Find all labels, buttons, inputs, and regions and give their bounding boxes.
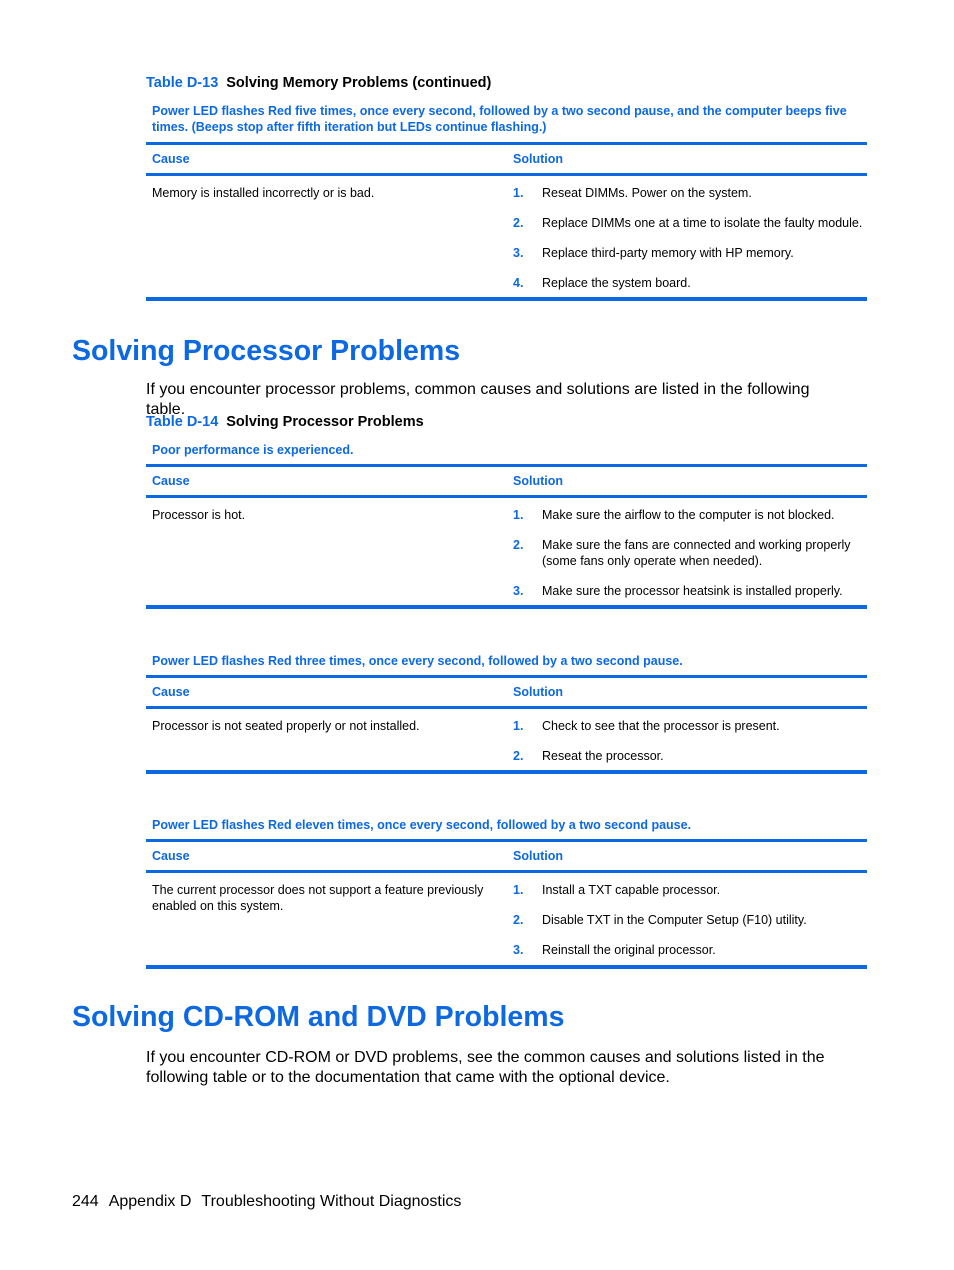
step-text: Make sure the processor heatsink is installed properly. bbox=[542, 584, 843, 598]
step-number: 2. bbox=[513, 216, 524, 230]
step-text: Reseat DIMMs. Power on the system. bbox=[542, 186, 752, 200]
step-number: 3. bbox=[513, 584, 524, 598]
step-number: 1. bbox=[513, 719, 524, 733]
step-text: Replace the system board. bbox=[542, 276, 691, 290]
table-d14-block-1 bbox=[146, 442, 867, 609]
section-intro-cdrom: If you encounter CD-ROM or DVD problems, see the common causes and solutions listed in the following table or to the documentation that came with the optional device. bbox=[146, 1049, 825, 1086]
col-solution-header: Solution bbox=[513, 849, 563, 863]
step-text: Replace third-party memory with HP memory. bbox=[542, 246, 794, 260]
solution-step bbox=[513, 215, 863, 231]
section-intro-processor: If you encounter processor problems, common causes and solutions are listed in the following table. bbox=[146, 381, 810, 418]
appendix-label: Appendix D bbox=[108, 1193, 192, 1210]
cause-cell: Processor is not seated properly or not installed. bbox=[152, 719, 420, 733]
page-number: 244 bbox=[72, 1193, 99, 1210]
col-solution-header: Solution bbox=[513, 152, 563, 166]
solution-list bbox=[513, 718, 863, 778]
col-solution-header: Solution bbox=[513, 474, 563, 488]
table-number: Table D-14 bbox=[146, 414, 219, 430]
step-number: 2. bbox=[513, 538, 524, 552]
table-header bbox=[146, 839, 867, 873]
table-caption bbox=[146, 75, 491, 91]
table-row bbox=[146, 498, 867, 609]
step-number: 1. bbox=[513, 883, 524, 897]
col-cause-header: Cause bbox=[152, 685, 190, 699]
table-row bbox=[146, 709, 867, 774]
table-condition: Poor performance is experienced. bbox=[152, 443, 354, 457]
table-row bbox=[146, 176, 867, 301]
solution-step bbox=[513, 882, 863, 898]
page-footer bbox=[72, 1193, 471, 1211]
solution-step bbox=[513, 537, 863, 569]
table-header bbox=[146, 142, 867, 176]
step-text: Replace DIMMs one at a time to isolate the faulty module. bbox=[542, 216, 863, 230]
cause-cell: Processor is hot. bbox=[152, 508, 246, 522]
solution-step bbox=[513, 185, 863, 201]
table-number: Table D-13 bbox=[146, 75, 219, 91]
solution-step bbox=[513, 275, 863, 291]
step-text: Install a TXT capable processor. bbox=[542, 883, 721, 897]
table-condition: Power LED flashes Red five times, once every second, followed by a two second pause, and the computer beeps five times. (Beeps stop after fifth iteration but LEDs continue flashing.) bbox=[152, 104, 847, 134]
step-number: 1. bbox=[513, 186, 524, 200]
table-header bbox=[146, 675, 867, 709]
step-number: 1. bbox=[513, 508, 524, 522]
table-d14-block-3 bbox=[146, 817, 867, 969]
solution-step bbox=[513, 245, 863, 261]
table-d14-block-2 bbox=[146, 653, 867, 774]
solution-step bbox=[513, 748, 863, 764]
step-text: Reseat the processor. bbox=[542, 749, 664, 763]
step-text: Make sure the airflow to the computer is not blocked. bbox=[542, 508, 835, 522]
step-number: 3. bbox=[513, 246, 524, 260]
table-title: Solving Memory Problems (continued) bbox=[226, 75, 492, 91]
step-text: Disable TXT in the Computer Setup (F10) utility. bbox=[542, 913, 807, 927]
step-text: Check to see that the processor is present. bbox=[542, 719, 780, 733]
cause-cell: Memory is installed incorrectly or is bad. bbox=[152, 186, 375, 200]
table-condition: Power LED flashes Red three times, once every second, followed by a two second pause. bbox=[152, 654, 683, 668]
solution-list bbox=[513, 185, 863, 305]
step-number: 2. bbox=[513, 913, 524, 927]
step-number: 3. bbox=[513, 943, 524, 957]
cause-cell: The current processor does not support a feature previously enabled on this system. bbox=[152, 883, 484, 913]
solution-list bbox=[513, 882, 863, 972]
table-title: Solving Processor Problems bbox=[226, 414, 424, 430]
section-heading-cdrom: Solving CD-ROM and DVD Problems bbox=[72, 1001, 565, 1033]
chapter-title: Troubleshooting Without Diagnostics bbox=[201, 1193, 462, 1210]
col-cause-header: Cause bbox=[152, 152, 190, 166]
table-condition: Power LED flashes Red eleven times, once every second, followed by a two second pause. bbox=[152, 818, 692, 832]
solution-step bbox=[513, 912, 863, 928]
col-cause-header: Cause bbox=[152, 474, 190, 488]
section-heading-processor: Solving Processor Problems bbox=[72, 335, 461, 367]
solution-step bbox=[513, 942, 863, 958]
col-solution-header: Solution bbox=[513, 685, 563, 699]
table-d13 bbox=[146, 103, 867, 301]
solution-step bbox=[513, 718, 863, 734]
table-row bbox=[146, 873, 867, 969]
table-caption bbox=[146, 414, 424, 430]
step-number: 2. bbox=[513, 749, 524, 763]
table-header bbox=[146, 464, 867, 498]
solution-list bbox=[513, 507, 863, 613]
step-number: 4. bbox=[513, 276, 524, 290]
col-cause-header: Cause bbox=[152, 849, 190, 863]
solution-step bbox=[513, 507, 863, 523]
step-text: Reinstall the original processor. bbox=[542, 943, 716, 957]
step-text: Make sure the fans are connected and working properly (some fans only operate when needed). bbox=[542, 538, 851, 568]
solution-step bbox=[513, 583, 863, 599]
